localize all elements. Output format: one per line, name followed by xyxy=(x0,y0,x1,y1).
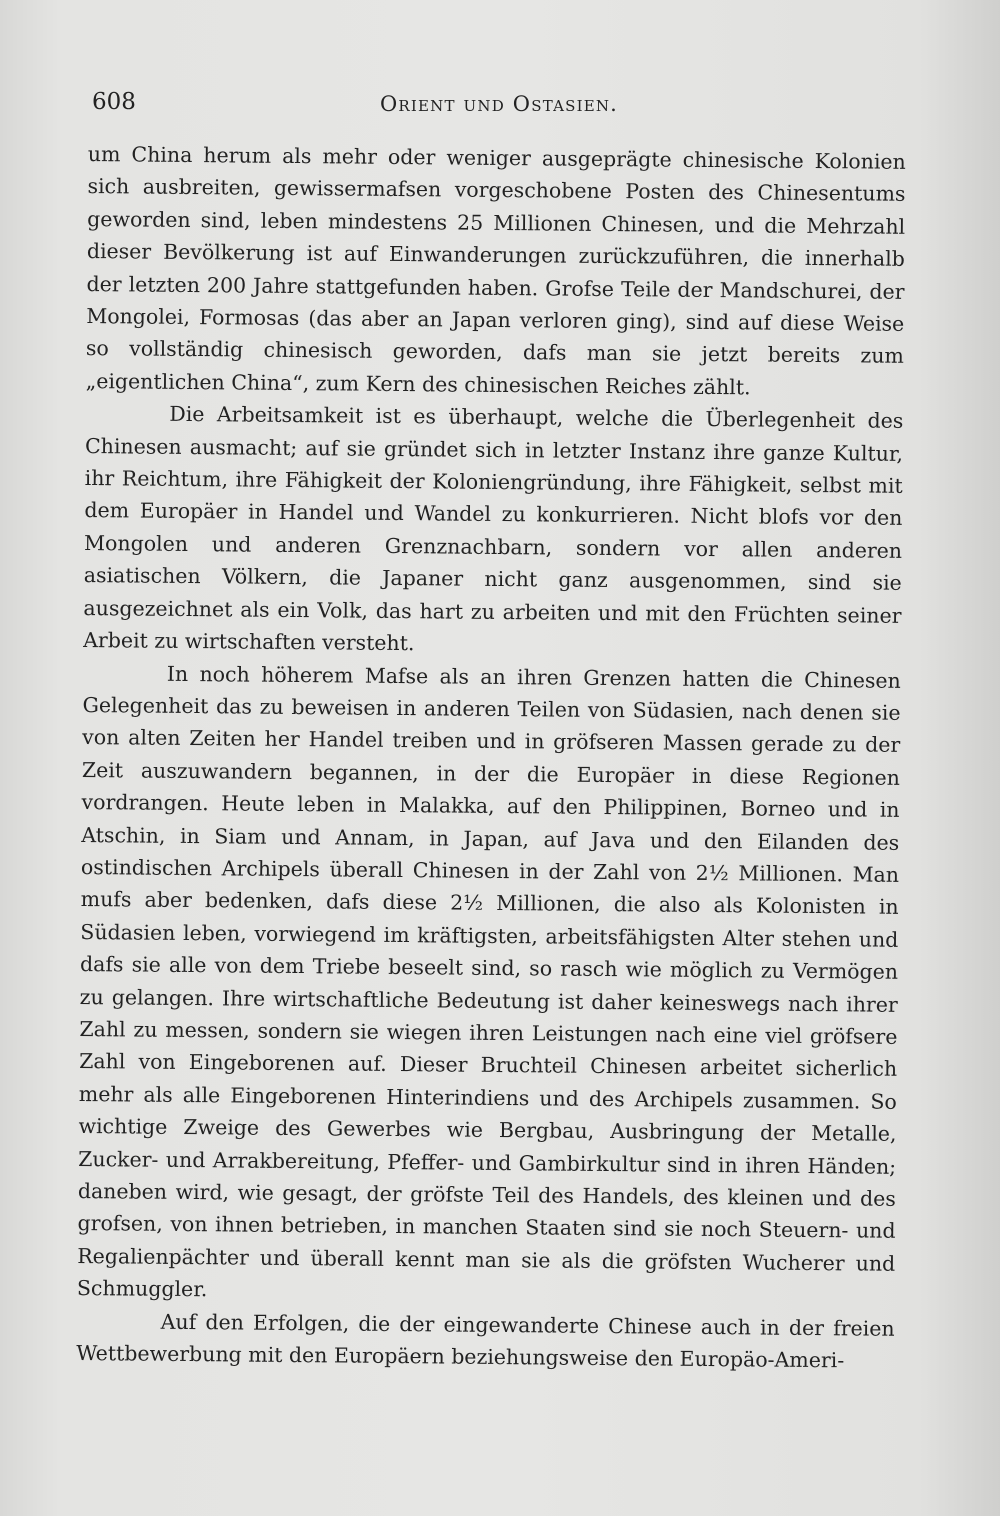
paragraph: In noch höherem Mafse als an ihren Grenzen hatten die Chinesen Gelegenheit das zu beweisen in anderen Teilen von Südasien, nach denen sie von alten Zeiten her Handel treiben und in gröfseren Massen gerade zu der Zeit auszuwandern begannen, in der die Europäer in diese Regionen vordrangen. Heute leben in Malakka, auf den Philippinen, Borneo und in Atschin, in Siam und Annam, in Japan, auf Java und den Eilanden des ostindischen Archipels überall Chinesen in der Zahl von 2½ Millionen. Man mufs aber bedenken, dafs diese 2½ Millionen, die also als Kolonisten in Südasien leben, vorwiegend im kräftigsten, arbeitsfähigsten Alter stehen und dafs sie alle von dem Triebe beseelt sind, so rasch wie möglich zu Vermögen zu gelangen. Ihre wirtschaftliche Bedeutung ist daher keineswegs nach ihrer Zahl zu messen, sondern sie wiegen ihren Leistungen nach eine viel gröfsere Zahl von Eingeborenen auf. Dieser Bruchteil Chinesen arbeitet sicherlich mehr als alle Eingeborenen Hinterindiens und des Archipels zusammen. So wichtige Zweige des Gewerbes wie Bergbau, Ausbringung der Metalle, Zucker- und Arrakbereitung, Pfeffer- und Gambirkultur sind in ihren Händen; daneben wird, wie gesagt, der gröfste Teil des Handels, des kleinen und des grofsen, von ihnen betrieben, in manchen Staaten sind sie noch Steuern- und Regalienpächter und überall kennt man sie als die gröfsten Wucherer und Schmuggler. xyxy=(76,661,901,1302)
paragraph: Auf den Erfolgen, die der eingewanderte Chinese auch in der freien Wettbewerbung mit den Europäern beziehungsweise den Europäo-Ameri- xyxy=(76,1309,895,1373)
page-number: 608 xyxy=(92,89,136,115)
body-text xyxy=(76,138,906,1377)
running-title: Orient und Ostasien. xyxy=(379,92,619,116)
paragraph: um China herum als mehr oder weniger ausgeprägte chinesische Kolonien sich ausbreiten, gewissermafsen vorgeschobene Posten des Chinesentums geworden sind, leben mindestens 25 Millionen Chinesen, und die Mehrzahl dieser Bevölkerung ist auf Einwanderungen zurückzuführen, die innerhalb der letzten 200 Jahre stattgefunden haben. Grofse Teile der Mandschurei, der Mongolei, Formosas (das aber an Japan verloren ging), sind auf diese Weise so vollständig chinesisch geworden, dafs man sie jetzt bereits zum „eigentlichen China“, zum Kern des chinesischen Reiches zählt. xyxy=(85,141,906,400)
page-header xyxy=(92,88,906,128)
paragraph: Die Arbeitsamkeit ist es überhaupt, welche die Überlegenheit des Chinesen ausmacht; auf sie gründet sich in letzter Instanz ihre ganze Kultur, ihr Reichtum, ihre Fähigkeit der Koloniengründung, ihre Fähigkeit, selbst mit dem Europäer in Handel und Wandel zu konkurrieren. Nicht blofs vor den Mongolen und anderen Grenznachbarn, sondern vor allen anderen asiatischen Völkern, die Japaner nicht ganz ausgenommen, sind sie ausgezeichnet als ein Volk, das hart zu arbeiten und mit den Früchten seiner Arbeit zu wirtschaften versteht. xyxy=(83,402,904,656)
